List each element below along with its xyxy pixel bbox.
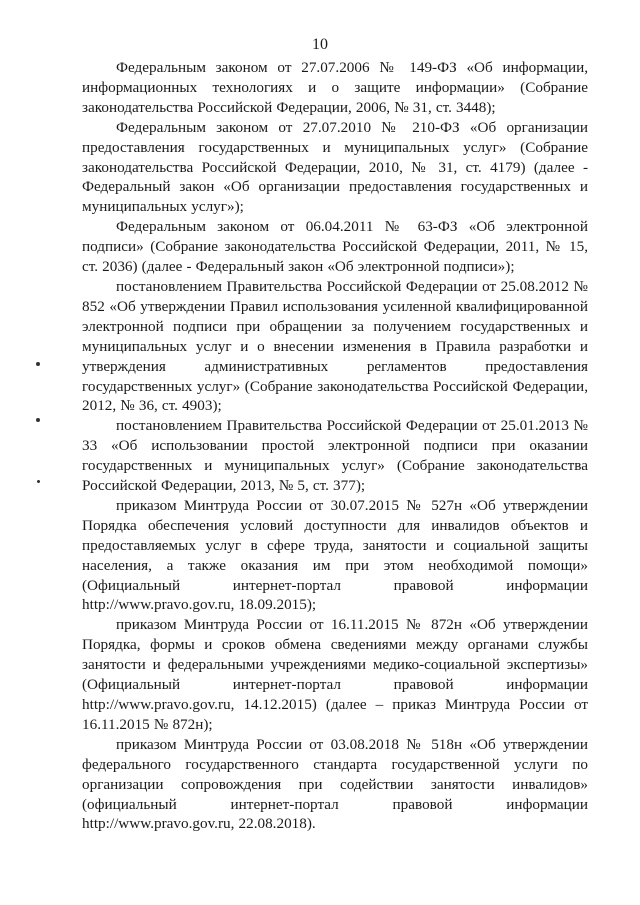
document-body — [82, 58, 588, 834]
paragraph-order-872n: приказом Минтруда России от 16.11.2015 № 872н «Об утверждении Порядка, формы и сроков обмена сведениями между органами службы занятости и федеральными учреждениями медико-социальной экспертизы» (Официальный интернет-портал правовой информации http://www.pravo.gov.ru, 14.12.2015) (далее – приказ Минтруда России от 16.11.2015 № 872н); — [82, 616, 588, 733]
scan-mark — [36, 362, 40, 366]
paragraph-law-210fz: Федеральным законом от 27.07.2010 № 210-ФЗ «Об организации предоставления государственных и муниципальных услуг» (Собрание законодательства Российской Федерации, 2010, № 31, ст. 4179) (далее - Федеральный закон «Об организации предоставления государственных и муниципальных услуг»); — [82, 118, 588, 216]
paragraph-order-527n: приказом Минтруда России от 30.07.2015 № 527н «Об утверждении Порядка обеспечения условий доступности для инвалидов объектов и предоставляемых услуг в сфере труда, занятости и социальной защиты населения, а также оказания им при этом необходимой помощи» (Официальный интернет-портал правовой информации http://www.pravo.gov.ru, 18.09.2015); — [82, 496, 588, 614]
paragraph-resolution-852: постановлением Правительства Российской Федерации от 25.08.2012 № 852 «Об утверждении Правил использования усиленной квалифицированной электронной подписи при обращении за получением государственных и муниципальных услуг и о внесении изменения в Правила разработки и утверждения административных регламентов предоставления государственных услуг» (Собрание законодательства Российской Федерации, 2012, № 36, ст. 4903); — [82, 277, 588, 415]
scan-mark — [36, 418, 40, 422]
scan-mark — [37, 480, 40, 483]
page-number: 10 — [312, 36, 328, 53]
paragraph-order-518n: приказом Минтруда России от 03.08.2018 № 518н «Об утверждении федерального государственного стандарта государственной услуги по организации сопровождения при содействии занятости инвалидов» (официальный интернет-портал правовой информации http://www.pravo.gov.ru, 22.08.2018). — [82, 735, 588, 833]
paragraph-resolution-33: постановлением Правительства Российской Федерации от 25.01.2013 № 33 «Об использовании простой электронной подписи при оказании государственных и муниципальных услуг» (Собрание законодательства Российской Федерации, 2013, № 5, ст. 377); — [82, 417, 588, 495]
paragraph-law-63fz: Федеральным законом от 06.04.2011 № 63-ФЗ «Об электронной подписи» (Собрание законодательства Российской Федерации, 2011, № 15, ст. 2036) (далее - Федеральный закон «Об электронной подписи»); — [82, 218, 588, 276]
paragraph-law-149fz: Федеральным законом от 27.07.2006 № 149-ФЗ «Об информации, информационных технологиях и о защите информации» (Собрание законодательства Российской Федерации, 2006, № 31, ст. 3448); — [82, 59, 588, 116]
